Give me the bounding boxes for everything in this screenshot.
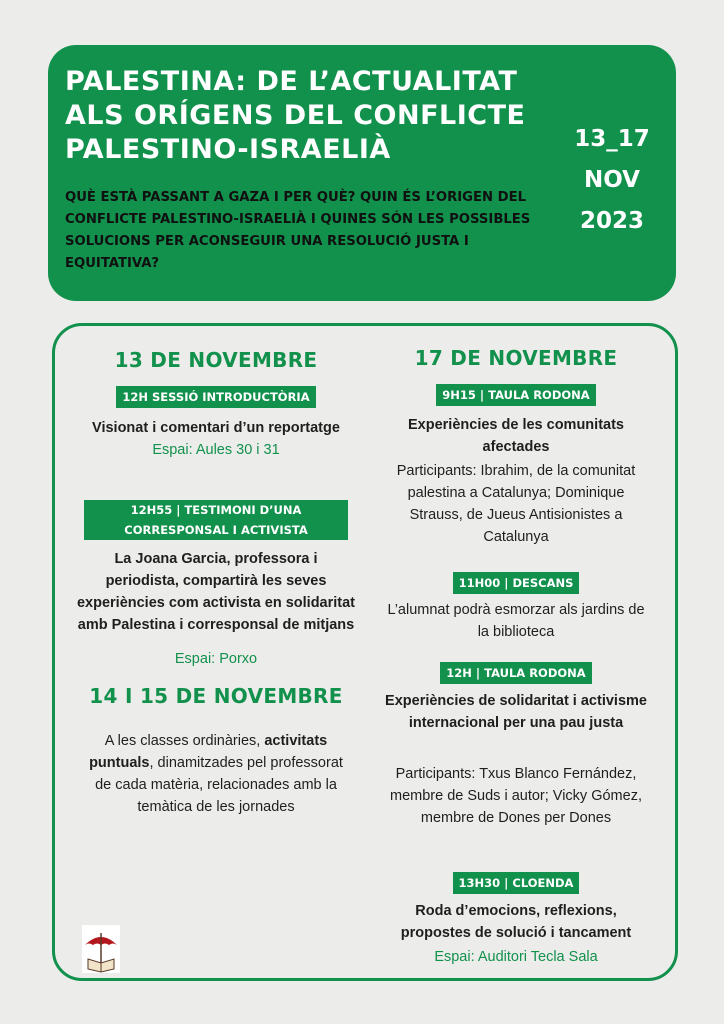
desc-bold: activitats puntuals (89, 733, 328, 771)
day-heading-14-15: 14 I 15 DE NOVEMBRE (89, 684, 343, 708)
day-heading-13: 13 DE NOVEMBRE (114, 348, 318, 372)
date-block (548, 119, 676, 242)
event-tag-wrap (384, 872, 648, 894)
event-tag-wrap (76, 386, 356, 408)
left-column (76, 340, 356, 840)
page-subtitle: QUÈ ESTÀ PASSANT A GAZA I PER QUÈ? QUIN ÉS L’ORIGEN DEL CONFLICTE PALESTINO-ISRAELIÀ I QUINES SÓN LES POSSIBLES SOLUCIONS PER ACONSEGUIR UNA RESOLUCIÓ JUSTA I EQUITATIVA? (65, 190, 531, 271)
event-tag: 11H00 | DESCANS (453, 572, 580, 594)
event-description: L’alumnat podrà esmorzar als jardins de la biblioteca (387, 602, 645, 640)
desc-part: , dinamitzades pel professorat de cada matèria, relacionades amb la temàtica de les jornades (95, 755, 343, 815)
date-range: 13_17 (574, 126, 650, 152)
event-tag-wrap (84, 500, 348, 540)
event-title: Visionat i comentari d’un reportatge (92, 420, 340, 436)
event-tag-wrap (384, 572, 648, 594)
event-title: Roda d’emocions, reflexions, propostes de solució i tancament (400, 903, 632, 941)
date-month: NOV (584, 167, 640, 193)
day-heading-17: 17 DE NOVEMBRE (414, 346, 618, 370)
right-column (384, 340, 648, 970)
date-year: 2023 (579, 208, 644, 234)
desc-part: A les classes ordinàries, (104, 733, 261, 749)
event-tag: 9H15 | TAULA RODONA (436, 384, 595, 406)
event-tag-wrap (384, 384, 648, 406)
event-tag: 12H | TAULA RODONA (440, 662, 591, 684)
event-place: Espai: Aules 30 i 31 (152, 442, 280, 458)
event-description: Participants: Txus Blanco Fernández, membre de Suds i autor; Vicky Gómez, membre de Dones per Dones (390, 766, 642, 826)
header-banner (48, 45, 676, 301)
event-title: La Joana Garcia, professora i periodista, compartirà les seves experiències com activista en solidaritat amb Palestina i corresponsal de mitjans (76, 551, 356, 633)
event-tag: 12H SESSIÓ INTRODUCTÒRIA (116, 386, 315, 408)
event-place: Espai: Porxo (174, 651, 258, 667)
page-title: PALESTINA: DE L’ACTUALITAT ALS ORÍGENS DEL CONFLICTE PALESTINO-ISRAELIÀ (65, 66, 526, 165)
event-tag-wrap (384, 662, 648, 684)
event-description: Participants: Ibrahim, de la comunitat palestina a Catalunya; Dominique Strauss, de Jueus Antisionistes a Catalunya (396, 463, 636, 545)
event-description (86, 730, 346, 818)
event-title: Experiències de solidaritat i activisme internacional per una pau justa (385, 693, 647, 731)
event-title: Experiències de les comunitats afectades (408, 417, 624, 455)
event-tag: 13H30 | CLOENDA (453, 872, 580, 894)
event-place: Espai: Auditori Tecla Sala (434, 949, 598, 965)
umbrella-logo-icon (82, 925, 120, 973)
event-tag: 12H55 | TESTIMONI D’UNA CORRESPONSAL I ACTIVISTA (84, 500, 348, 540)
